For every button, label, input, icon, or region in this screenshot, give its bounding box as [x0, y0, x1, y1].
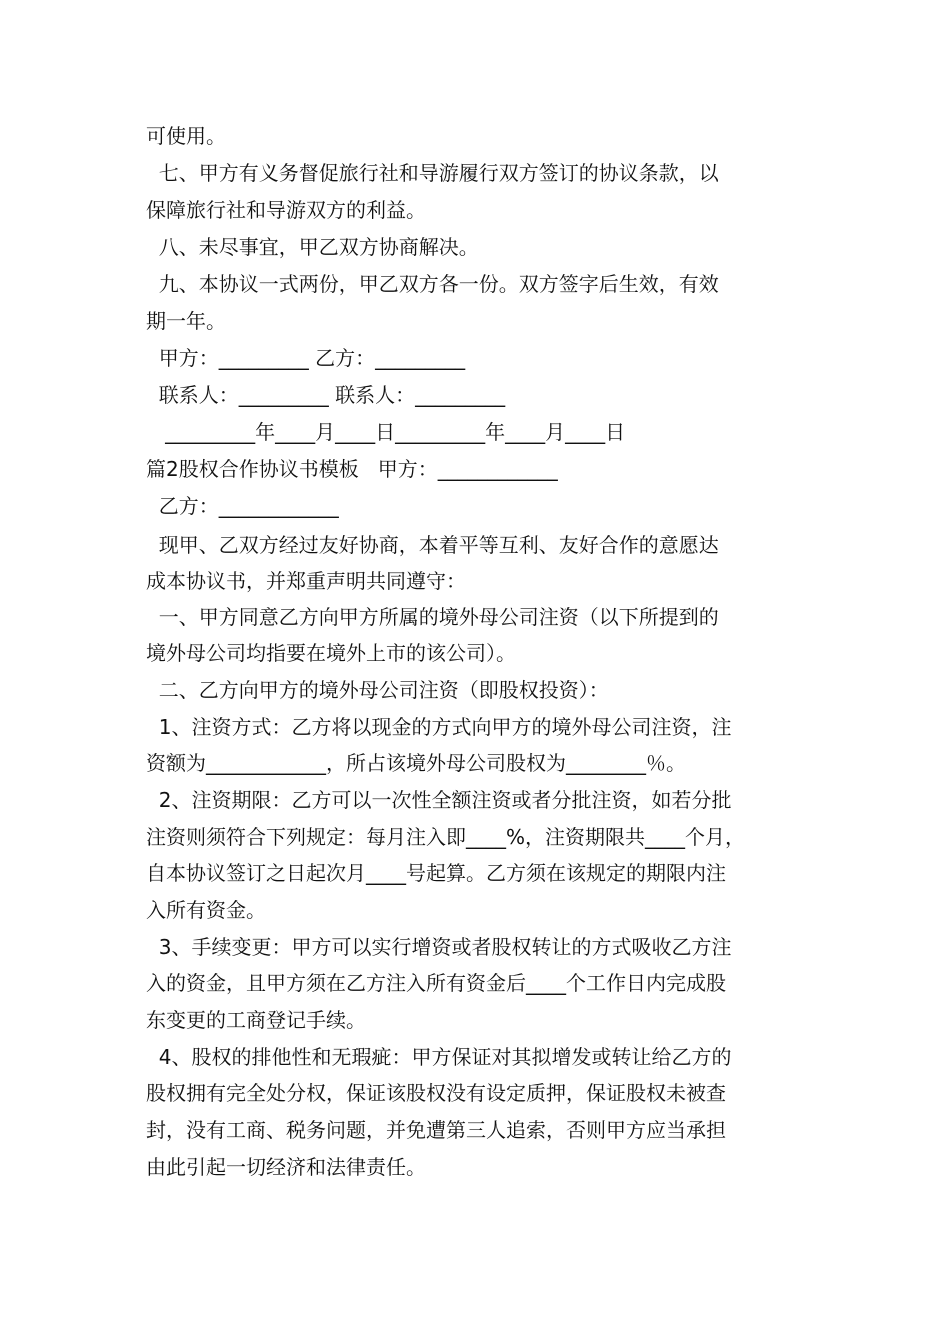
line-7: 甲方：_________ 乙方：_________: [146, 346, 466, 370]
line-8: 联系人：_________ 联系人：_________: [146, 383, 506, 407]
line-21: 自本协议签订之日起次月____号起算。乙方须在该规定的期限内注: [146, 861, 726, 885]
line-22: 入所有资金。: [146, 898, 266, 922]
line-19: 2、注资期限：乙方可以一次性全额注资或者分批注资，如若分批: [146, 788, 732, 812]
line-2: 七、甲方有义务督促旅行社和导游履行双方签订的协议条款，以: [146, 161, 719, 185]
line-28: 封，没有工商、税务问题，并免遭第三人追索，否则甲方应当承担: [146, 1118, 726, 1142]
line-12: 现甲、乙双方经过友好协商，本着平等互利、友好合作的意愿达: [146, 533, 719, 557]
line-24: 入的资金，且甲方须在乙方注入所有资金后____个工作日内完成股: [146, 971, 726, 995]
line-5: 九、本协议一式两份，甲乙双方各一份。双方签字后生效，有效: [146, 272, 719, 296]
line-16: 二、乙方向甲方的境外母公司注资（即股权投资）：: [146, 678, 609, 702]
line-14: 一、甲方同意乙方向甲方所属的境外母公司注资（以下所提到的: [146, 605, 719, 629]
line-23: 3、手续变更：甲方可以实行增资或者股权转让的方式吸收乙方注: [146, 935, 732, 959]
line-4: 八、未尽事宜，甲乙双方协商解决。: [146, 235, 479, 259]
line-10: 篇2股权合作协议书模板 甲方：____________: [146, 457, 558, 481]
line-15: 境外母公司均指要在境外上市的该公司）。: [146, 641, 516, 665]
line-20: 注资则须符合下列规定：每月注入即____%，注资期限共____个月，: [146, 825, 746, 849]
line-3: 保障旅行社和导游双方的利益。: [146, 198, 426, 222]
line-25: 东变更的工商登记手续。: [146, 1008, 366, 1032]
line-29: 由此引起一切经济和法律责任。: [146, 1155, 426, 1179]
line-1: 可使用。: [146, 124, 226, 148]
line-13: 成本协议书，并郑重声明共同遵守：: [146, 569, 466, 593]
line-9: _________年____月____日_________年____月____日: [146, 420, 626, 444]
line-26: 4、股权的排他性和无瑕疵：甲方保证对其拟增发或转让给乙方的: [146, 1045, 732, 1069]
line-6: 期一年。: [146, 309, 226, 333]
line-17: 1、注资方式：乙方将以现金的方式向甲方的境外母公司注资，注: [146, 715, 732, 739]
line-18: 资额为____________，所占该境外母公司股权为________％。: [146, 751, 686, 775]
line-27: 股权拥有完全处分权，保证该股权没有设定质押，保证股权未被查: [146, 1081, 726, 1105]
line-11: 乙方：____________: [146, 494, 339, 518]
